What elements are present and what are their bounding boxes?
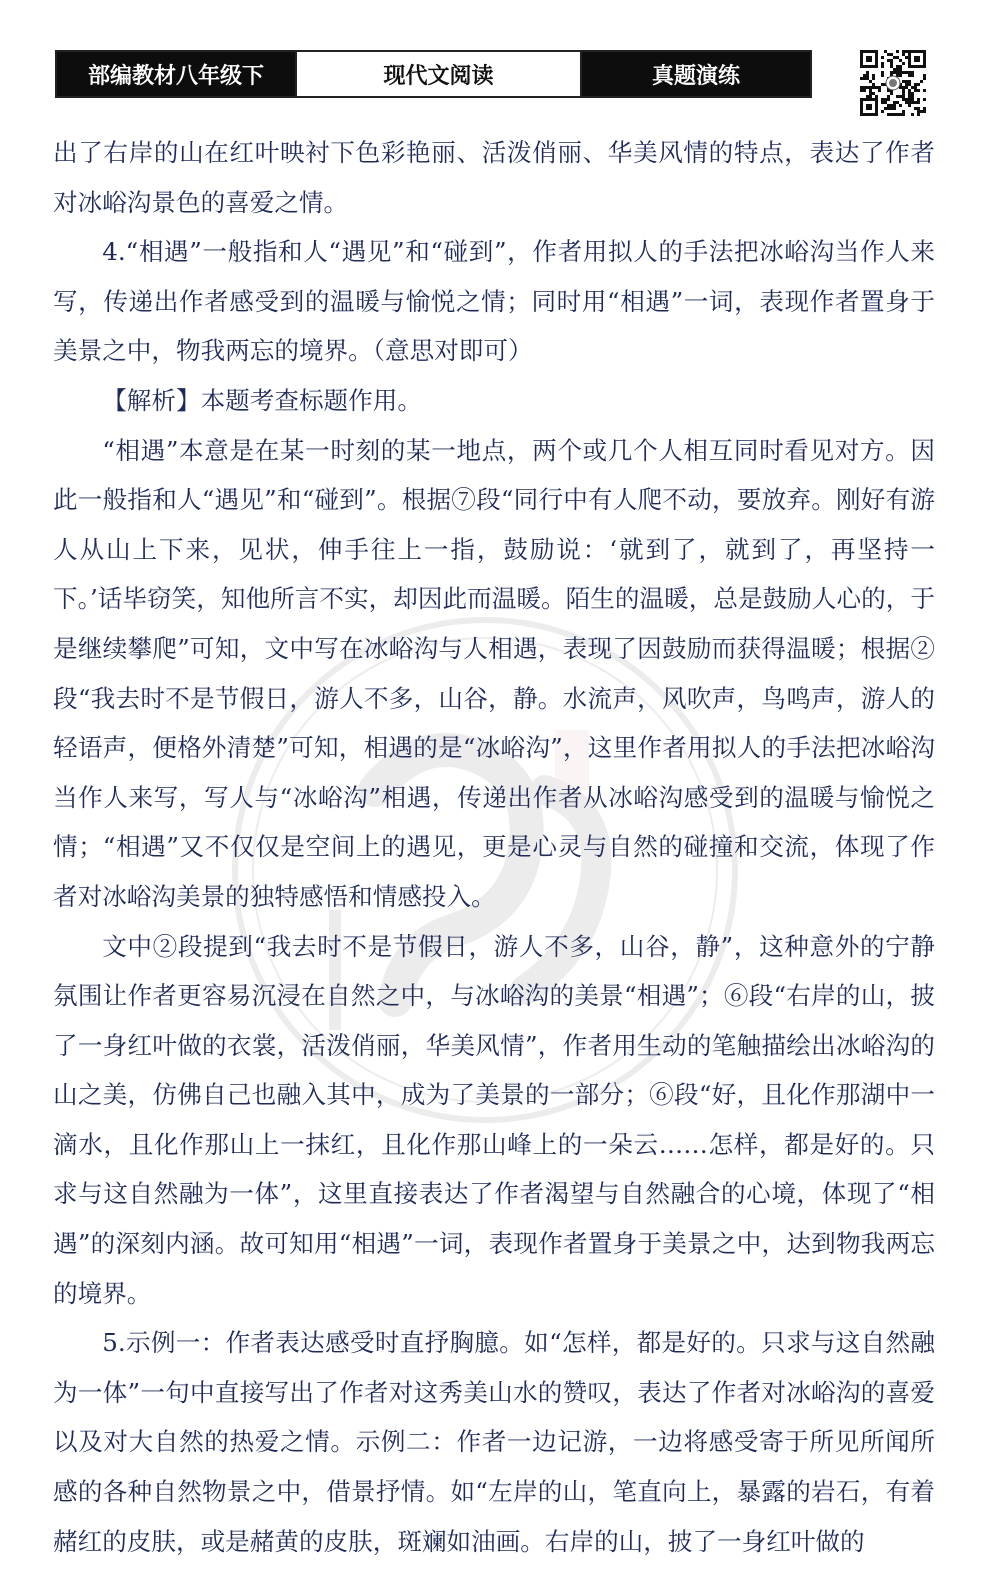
paragraph: 5.示例一：作者表达感受时直抒胸臆。如“怎样，都是好的。只求与这自然融为一体”一句中直接写出了作者对这秀美山水的赞叹，表达了作者对冰峪沟的喜爱以及对大自然的热爱之情。示例二：作者一边记游，一边将感受寄于所见所闻所感的各种自然物景之中，借景抒情。如“左岸的山，笔直向上，暴露的岩石，有着赭红的皮肤，或是赭黄的皮肤，斑斓如油画。右岸的山，披了一身红叶做的 xyxy=(53,1328,935,1556)
header-grade-label: 部编教材八年级下 xyxy=(57,52,295,96)
paragraph: 【解析】本题考查标题作用。 xyxy=(102,385,422,415)
header-practice-label: 真题演练 xyxy=(582,52,810,96)
header-section-label: 现代文阅读 xyxy=(295,52,582,96)
qr-code-icon[interactable] xyxy=(858,48,928,118)
header-bar xyxy=(55,50,812,98)
document-body xyxy=(53,128,935,1566)
paragraph: 出了右岸的山在红叶映衬下色彩艳丽、活泼俏丽、华美风情的特点，表达了作者对冰峪沟景色的喜爱之情。 xyxy=(53,138,935,217)
paragraph: 4.“相遇”一般指和人“遇见”和“碰到”，作者用拟人的手法把冰峪沟当作人来写，传递出作者感受到的温暖与愉悦之情；同时用“相遇”一词，表现作者置身于美景之中，物我两忘的境界。（意思对即可） xyxy=(53,237,935,366)
paragraph: 文中②段提到“我去时不是节假日，游人不多，山谷，静”，这种意外的宁静氛围让作者更容易沉浸在自然之中，与冰峪沟的美景“相遇”；⑥段“右岸的山，披了一身红叶做的衣裳，活泼俏丽，华美风情”，作者用生动的笔触描绘出冰峪沟的山之美，仿佛自己也融入其中，成为了美景的一部分；⑥段“好，且化作那湖中一滴水，且化作那山上一抹红，且化作那山峰上的一朵云……怎样，都是好的。只求与这自然融为一体”，这里直接表达了作者渴望与自然融合的心境，体现了“相遇”的深刻内涵。故可知用“相遇”一词，表现作者置身于美景之中，达到物我两忘的境界。 xyxy=(53,931,935,1308)
paragraph: “相遇”本意是在某一时刻的某一地点，两个或几个人相互同时看见对方。因此一般指和人“遇见”和“碰到”。根据⑦段“同行中有人爬不动，要放弃。刚好有游人从山上下来，见状，伸手往上一指，鼓励说：‘就到了，就到了，再坚持一下。’话毕窃笑，知他所言不实，却因此而温暖。陌生的温暖，总是鼓励人心的，于是继续攀爬”可知，文中写在冰峪沟与人相遇，表现了因鼓励而获得温暖；根据②段“我去时不是节假日，游人不多，山谷，静。水流声，风吹声，鸟鸣声，游人的轻语声，便格外清楚”可知，相遇的是“冰峪沟”，这里作者用拟人的手法把冰峪沟当作人来写，写人与“冰峪沟”相遇，传递出作者从冰峪沟感受到的温暖与愉悦之情；“相遇”又不仅仅是空间上的遇见，更是心灵与自然的碰撞和交流，体现了作者对冰峪沟美景的独特感悟和情感投入。 xyxy=(53,435,935,911)
